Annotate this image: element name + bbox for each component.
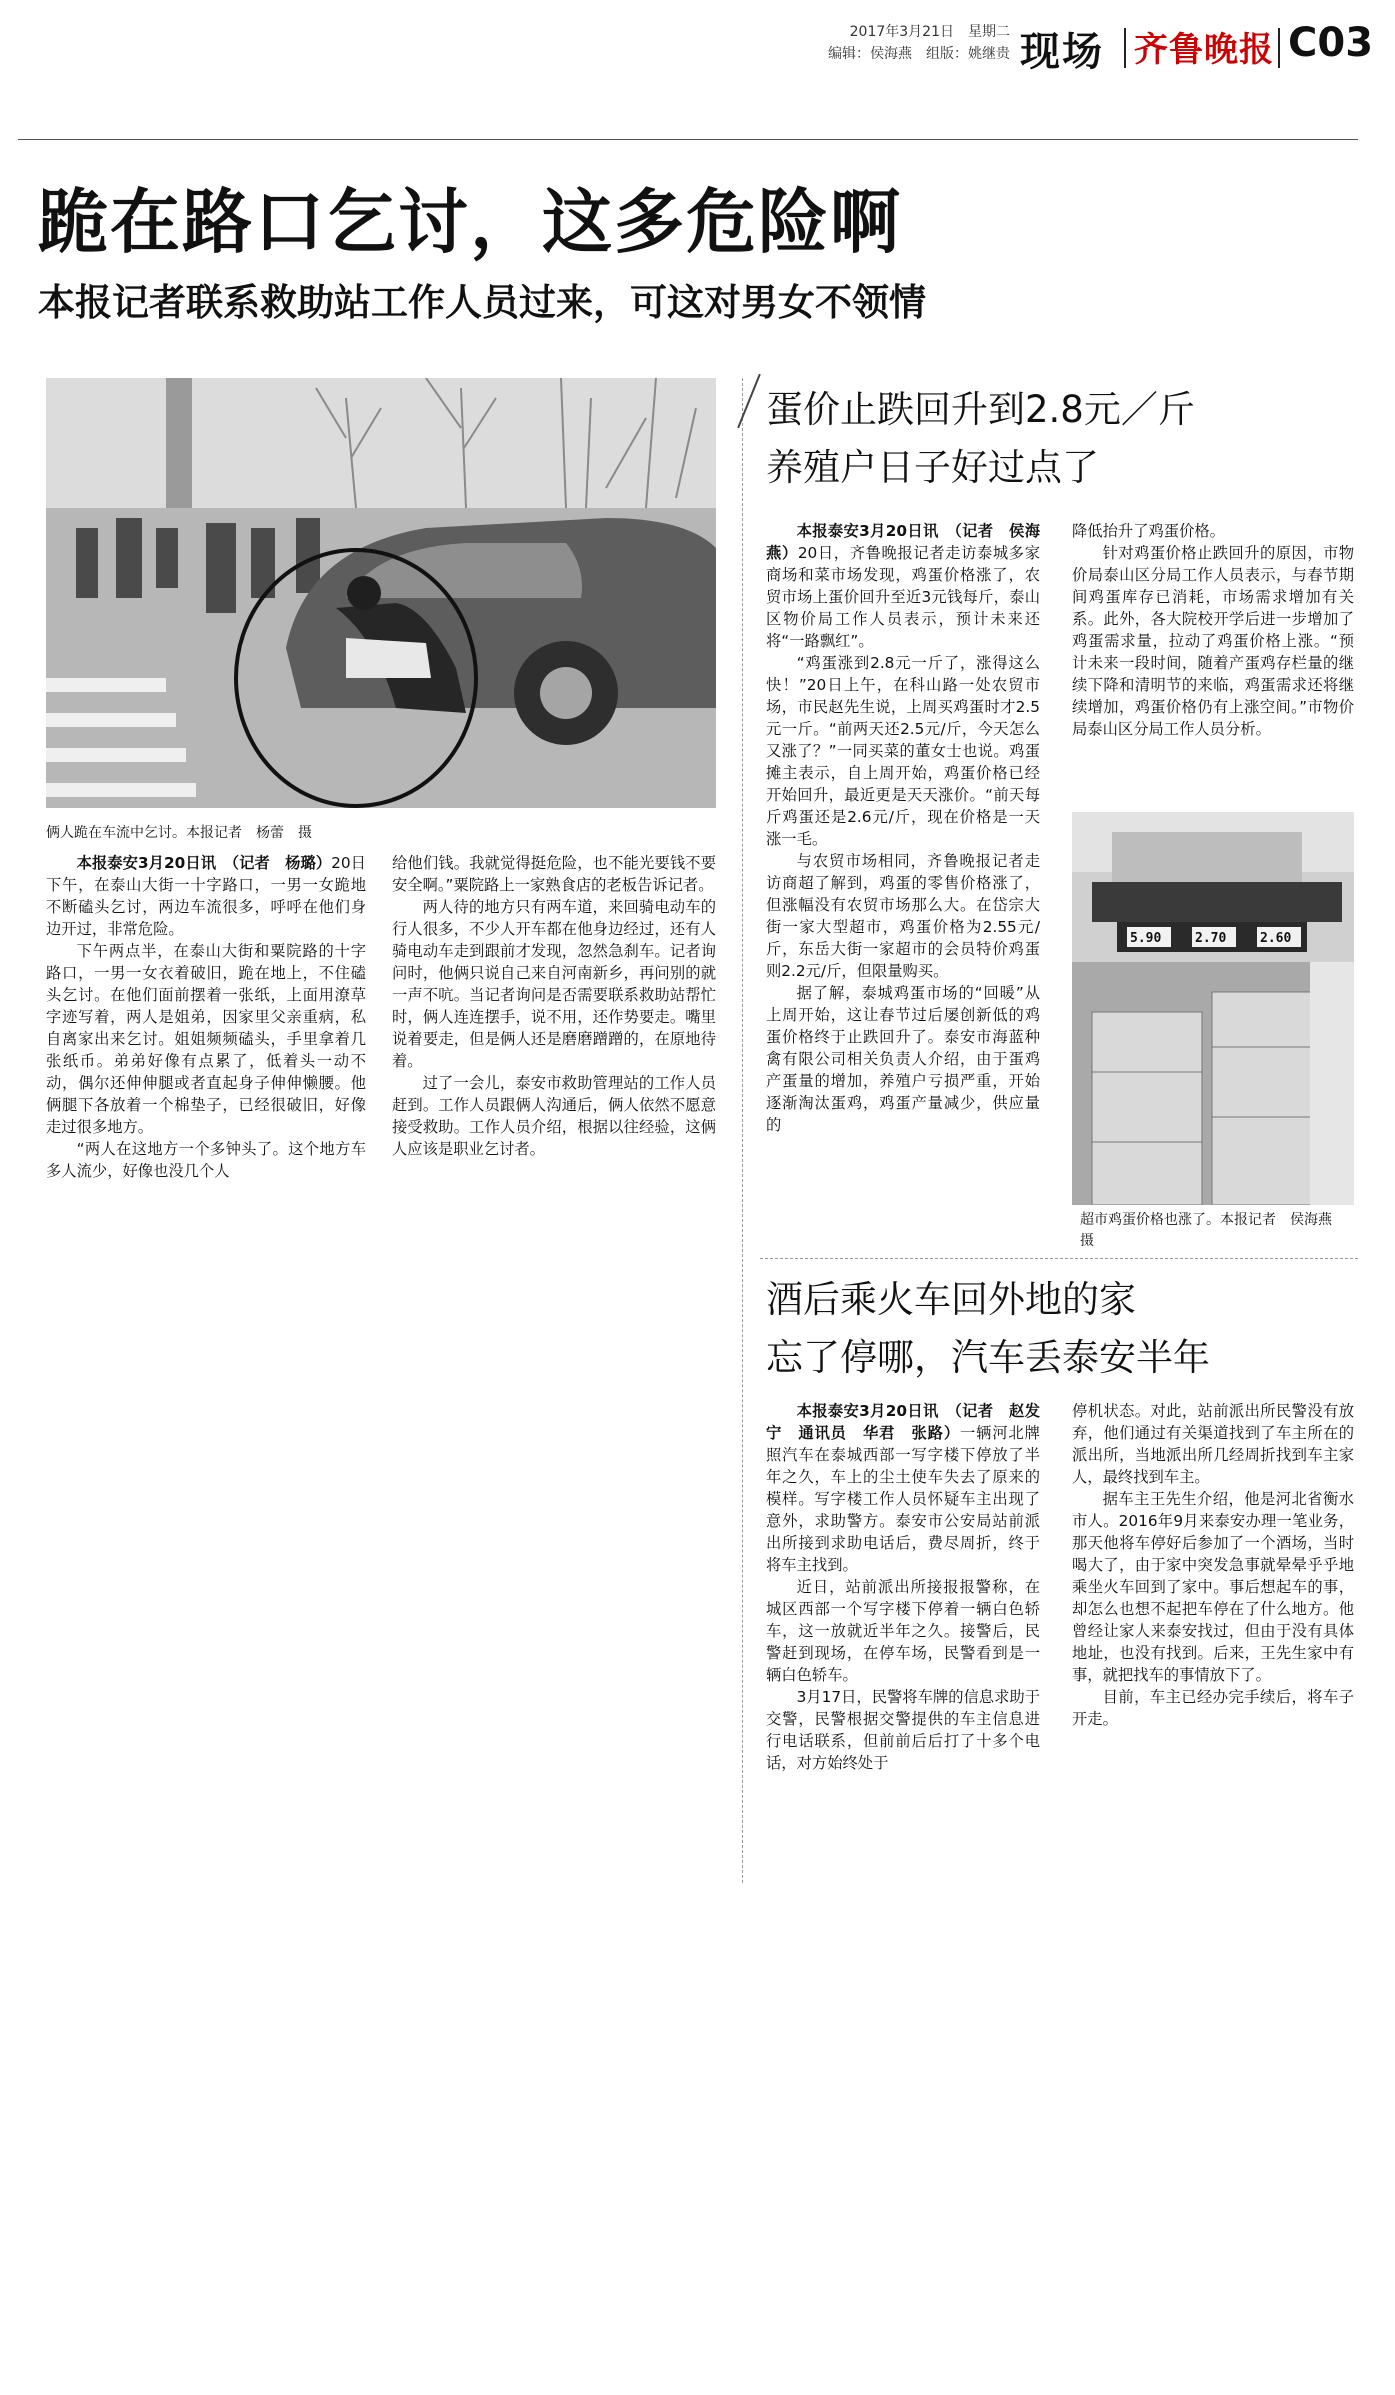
header-date: 2017年3月21日 星期二 [849, 24, 1010, 40]
beggars-photo-caption: 俩人跪在车流中乞讨。本报记者 杨蕾 摄 [46, 825, 312, 841]
brand-logo: 齐鲁晚报 [1134, 30, 1274, 70]
egg-title-line-1: 蛋价止跌回升到2.8元／斤 [766, 388, 1195, 431]
page-number: C03 [1288, 20, 1374, 66]
header-editors: 编辑：侯海燕 组版：姚继贵 [828, 46, 1010, 62]
egg-byline: 本报泰安3月20日讯 （记者 侯海燕） [766, 522, 1040, 562]
car-paragraph: 目前，车主已经办完手续后，将车子开走。 [1072, 1688, 1354, 1728]
main-paragraph: “两人在这地方一个多钟头了。这个地方车多人流少，好像也没几个人 [46, 1140, 366, 1180]
egg-paragraph: 与农贸市场相同，齐鲁晚报记者走访商超了解到，鸡蛋的零售价格涨了，但涨幅没有农贸市场那么大。在岱宗大街一家大型超市，鸡蛋价格为2.55元/斤，东岳大街一家超市的会员特价鸡蛋则2.2元/斤，但限量购买。 [766, 852, 1040, 980]
car-paragraph: 近日，站前派出所接报报警称，在城区西部一个写字楼下停着一辆白色轿车，这一放就近半年之久。接警后，民警赶到现场，在停车场，民警看到是一辆白色轿车。 [766, 1578, 1040, 1684]
egg-story-column-1 [766, 520, 1040, 1136]
main-story-column-1 [46, 852, 366, 1182]
main-paragraph: 下午两点半，在泰山大街和粟院路的十字路口，一男一女衣着破旧，跪在地上，不住磕头乞讨。在他们面前摆着一张纸，上面用潦草字迹写着，两人是姐弟，因家里父亲重病，私自离家出来乞讨。姐姐频频磕头，手里拿着几张纸币。弟弟好像有点累了，低着头一动不动，偶尔还伸伸腿或者直起身子伸伸懒腰。他俩腿下各放着一个棉垫子，已经很破旧，好像走过很多地方。 [46, 942, 366, 1136]
main-subhead: 本报记者联系救助站工作人员过来，可这对男女不领情 [38, 281, 926, 324]
main-paragraph: 过了一会儿，泰安市救助管理站的工作人员赶到。工作人员跟俩人沟通后，俩人依然不愿意接受救助。工作人员介绍，根据以往经验，这俩人应该是职业乞讨者。 [392, 1074, 716, 1158]
car-paragraph: 停机状态。对此，站前派出所民警没有放弃，他们通过有关渠道找到了车主所在的派出所，当地派出所几经周折找到车主家人，最终找到车主。 [1072, 1402, 1354, 1486]
egg-title-line-2: 养殖户日子好过点了 [766, 446, 1099, 489]
price-tag: 2.60 [1260, 931, 1292, 946]
header-divider [1124, 28, 1126, 68]
supermarket-photo-caption: 超市鸡蛋价格也涨了。本报记者 侯海燕 摄 [1080, 1212, 1346, 1249]
car-paragraph: 3月17日，民警将车牌的信息求助于交警，民警根据交警提供的车主信息进行电话联系，但前前后后打了十多个电话，对方始终处于 [766, 1688, 1040, 1772]
main-paragraph: 给他们钱。我就觉得挺危险，也不能光要钱不要安全啊。”粟院路上一家熟食店的老板告诉记者。 [392, 854, 716, 894]
header-rule [18, 139, 1358, 140]
main-paragraph: 20日下午，在泰山大街一十字路口，一男一女跪地不断磕头乞讨，两边车流很多，呼呼在他们身边开过，非常危险。 [46, 854, 366, 938]
car-story-column-1 [766, 1400, 1040, 1774]
egg-paragraph: 针对鸡蛋价格止跌回升的原因，市物价局泰山区分局工作人员表示，与春节期间鸡蛋库存已消耗，市场需求增加有关系。此外，各大院校开学后进一步增加了鸡蛋需求量，拉动了鸡蛋价格上涨。“预计未来一段时间，随着产蛋鸡存栏量的继续下降和清明节的来临，鸡蛋需求还将继续增加，鸡蛋价格仍有上涨空间。”市物价局泰山区分局工作人员分析。 [1072, 544, 1354, 738]
price-tag: 5.90 [1130, 931, 1162, 946]
main-byline: 本报泰安3月20日讯 （记者 杨璐） [76, 854, 332, 872]
section-title: 现场 [1020, 29, 1104, 75]
title-accent-mark [737, 374, 761, 429]
header-divider [1278, 28, 1280, 68]
main-headline: 跪在路口乞讨，这多危险啊 [38, 181, 902, 263]
car-paragraph: 一辆河北牌照汽车在泰城西部一写字楼下停放了半年之久，车上的尘土使车失去了原来的模样。写字楼工作人员怀疑车主出现了意外，求助警方。泰安市公安局站前派出所接到求助电话后，费尽周折，终于将车主找到。 [766, 1424, 1040, 1574]
main-story-column-2 [392, 852, 716, 1160]
main-paragraph: 两人待的地方只有两车道，来回骑电动车的行人很多，不少人开车都在他身边经过，还有人骑电动车走到跟前才发现，忽然急刹车。记者询问时，他俩只说自己来自河南新乡，再问别的就一声不吭。当记者询问是否需要联系救助站帮忙时，俩人连连摆手，说不用，还作势要走。嘴里说着要走，但是俩人还是磨磨蹭蹭的，在原地待着。 [392, 898, 716, 1070]
egg-paragraph: 据了解，泰城鸡蛋市场的“回暖”从上周开始，这让春节过后屡创新低的鸡蛋价格终于止跌回升了。泰安市海蓝种禽有限公司相关负责人介绍，由于蛋鸡产蛋量的增加，养殖户亏损严重，开始逐渐淘汰蛋鸡，鸡蛋产量减少，供应量的 [766, 984, 1040, 1134]
car-paragraph: 据车主王先生介绍，他是河北省衡水市人。2016年9月来泰安办理一笔业务，那天他将车停好后参加了一个酒场，当时喝大了，由于家中突发急事就晕晕乎乎地乘坐火车回到了家中。事后想起车的事，却怎么也想不起把车停在了什么地方。他曾经让家人来泰安找过，但由于没有具体地址，也没有找到。后来，王先生家中有事，就把找车的事情放下了。 [1072, 1490, 1354, 1684]
car-story-column-2 [1072, 1400, 1354, 1730]
egg-story-column-2 [1072, 520, 1354, 740]
price-tag: 2.70 [1195, 931, 1227, 946]
beggars-photo [46, 378, 716, 808]
egg-paragraph: “鸡蛋涨到2.8元一斤了，涨得这么快！”20日上午，在科山路一处农贸市场，市民赵先生说，上周买鸡蛋时才2.5元一斤。“前两天还2.5元/斤，今天怎么又涨了？”一同买菜的董女士也说。鸡蛋摊主表示，自上周开始，鸡蛋价格已经开始回升，最近更是天天涨价。“前天每斤鸡蛋还是2.6元/斤，现在价格是一天涨一毛。 [766, 654, 1040, 848]
column-divider [742, 378, 743, 1883]
egg-paragraph: 降低抬升了鸡蛋价格。 [1072, 522, 1225, 540]
car-byline: 本报泰安3月20日讯 （记者 赵发宁 通讯员 华君 张路） [766, 1402, 1040, 1442]
egg-paragraph: 20日，齐鲁晚报记者走访泰城多家商场和菜市场发现，鸡蛋价格涨了，农贸市场上蛋价回升至近3元钱每斤，泰山区物价局工作人员表示，预计未来还将“一路飘红”。 [766, 544, 1040, 650]
story-divider [760, 1258, 1358, 1259]
supermarket-photo [1072, 812, 1354, 1205]
car-title-line-1: 酒后乘火车回外地的家 [766, 1278, 1136, 1321]
car-title-line-2: 忘了停哪，汽车丢泰安半年 [766, 1336, 1210, 1379]
